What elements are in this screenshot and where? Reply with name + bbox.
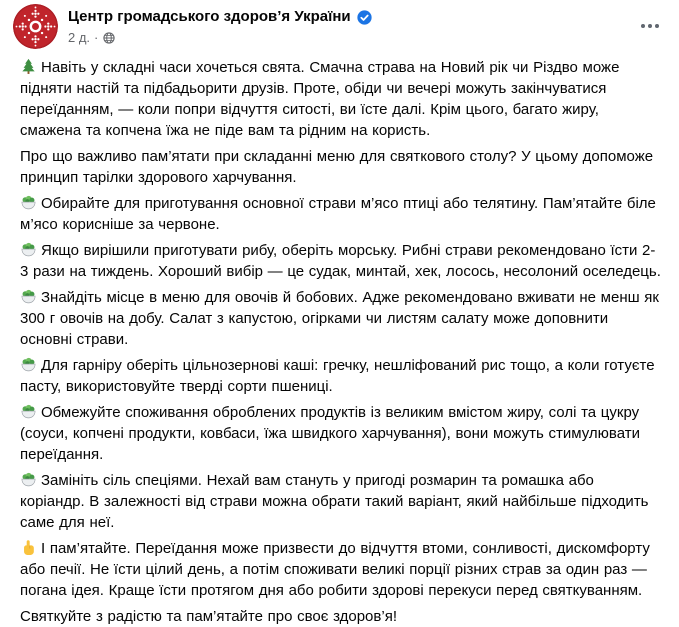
post-paragraph [20, 193, 661, 235]
paragraph-text: Для гарніру оберіть цільнозернові каші: гречку, нешліфований рис тощо, а коли готуєте пасту, використовуйте тверді сорти пшениці. [20, 357, 655, 395]
verified-badge-icon [357, 10, 372, 25]
post-paragraph [20, 402, 661, 465]
page-name-link[interactable]: Центр громадського здоров’я України [68, 8, 351, 25]
paragraph-text: Обирайте для приготування основної страви м’ясо птиці або телятину. Пам’ятайте біле м’ясо корисніше за червоне. [20, 195, 656, 233]
paragraph-text: Якщо вирішили приготувати рибу, оберіть морську. Рибні страви рекомендовано їсти 2-3 рази на тиждень. Хороший вибір — це судак, минтай, хек, лосось, несолоний оселедець. [20, 242, 661, 280]
paragraph-text: Знайдіть місце в меню для овочів й бобових. Адже рекомендовано вживати не менш як 300 г овочів на добу. Салат з капустою, огірками чи листям салату може доповнити основні страви. [20, 289, 659, 348]
paragraph-text: Про що важливо пам’ятати при складанні меню для святкового столу? У цьому допоможе принцип тарілки здорового харчування. [20, 148, 654, 186]
green-salad-icon [20, 403, 37, 420]
more-options-dot [648, 24, 652, 28]
paragraph-text: Замініть сіль спеціями. Нехай вам стануть у пригоді розмарин та ромашка або коріандр. В залежності від страви можна обрати такий варіант, який найбільше підходить саме для неї. [20, 472, 649, 531]
post-paragraph [20, 287, 661, 350]
post-paragraph [20, 240, 661, 282]
post-paragraph [20, 146, 661, 188]
paragraph-text: Обмежуйте споживання оброблених продуктів із великим вмістом жиру, солі та цукру (соуси, копчені продукти, ковбаси, їжа швидкого харчування), вони можуть стимулювати переїдання. [20, 404, 640, 463]
timestamp-link[interactable]: 2 д. [68, 30, 91, 45]
green-salad-icon [20, 471, 37, 488]
post-paragraph [20, 606, 661, 627]
post-paragraph [20, 470, 661, 533]
post-body [0, 51, 679, 627]
index-pointing-up-icon [20, 539, 37, 556]
paragraph-text: Навіть у складні часи хочеться свята. Смачна страва на Новий рік чи Різдво може підняти настій та підбадьорити друзів. Проте, обіди чи вечері можуть закінчуватися переїданням, — коли попри відчуття ситості, ви їсте далі. Крім цього, багато жиру, смажена та копчена їжа не піде вам та рідним на користь. [20, 59, 620, 139]
page-avatar[interactable] [13, 4, 58, 49]
post-paragraph [20, 57, 661, 141]
more-options-dot [655, 24, 659, 28]
green-salad-icon [20, 288, 37, 305]
evergreen-tree-icon [20, 58, 37, 75]
green-salad-icon [20, 241, 37, 258]
post-meta [68, 29, 637, 46]
paragraph-text: Святкуйте з радістю та пам’ятайте про своє здоров’я! [20, 608, 397, 625]
more-options-button[interactable] [637, 18, 663, 34]
post-header [0, 0, 679, 51]
paragraph-text: І пам’ятайте. Переїдання може призвести до відчуття втоми, сонливості, дискомфорту або печії. Не їсти цілий день, а потім споживати великі порції різних страв за один раз — погана ідея. Краще їсти протягом дня або робити здорові перекуси перед святкуванням. [20, 540, 650, 599]
more-options-dot [641, 24, 645, 28]
globe-icon [103, 32, 115, 44]
green-salad-icon [20, 194, 37, 211]
post-paragraph [20, 538, 661, 601]
post-paragraph [20, 355, 661, 397]
meta-separator: · [94, 30, 99, 45]
green-salad-icon [20, 356, 37, 373]
header-info [68, 4, 637, 46]
